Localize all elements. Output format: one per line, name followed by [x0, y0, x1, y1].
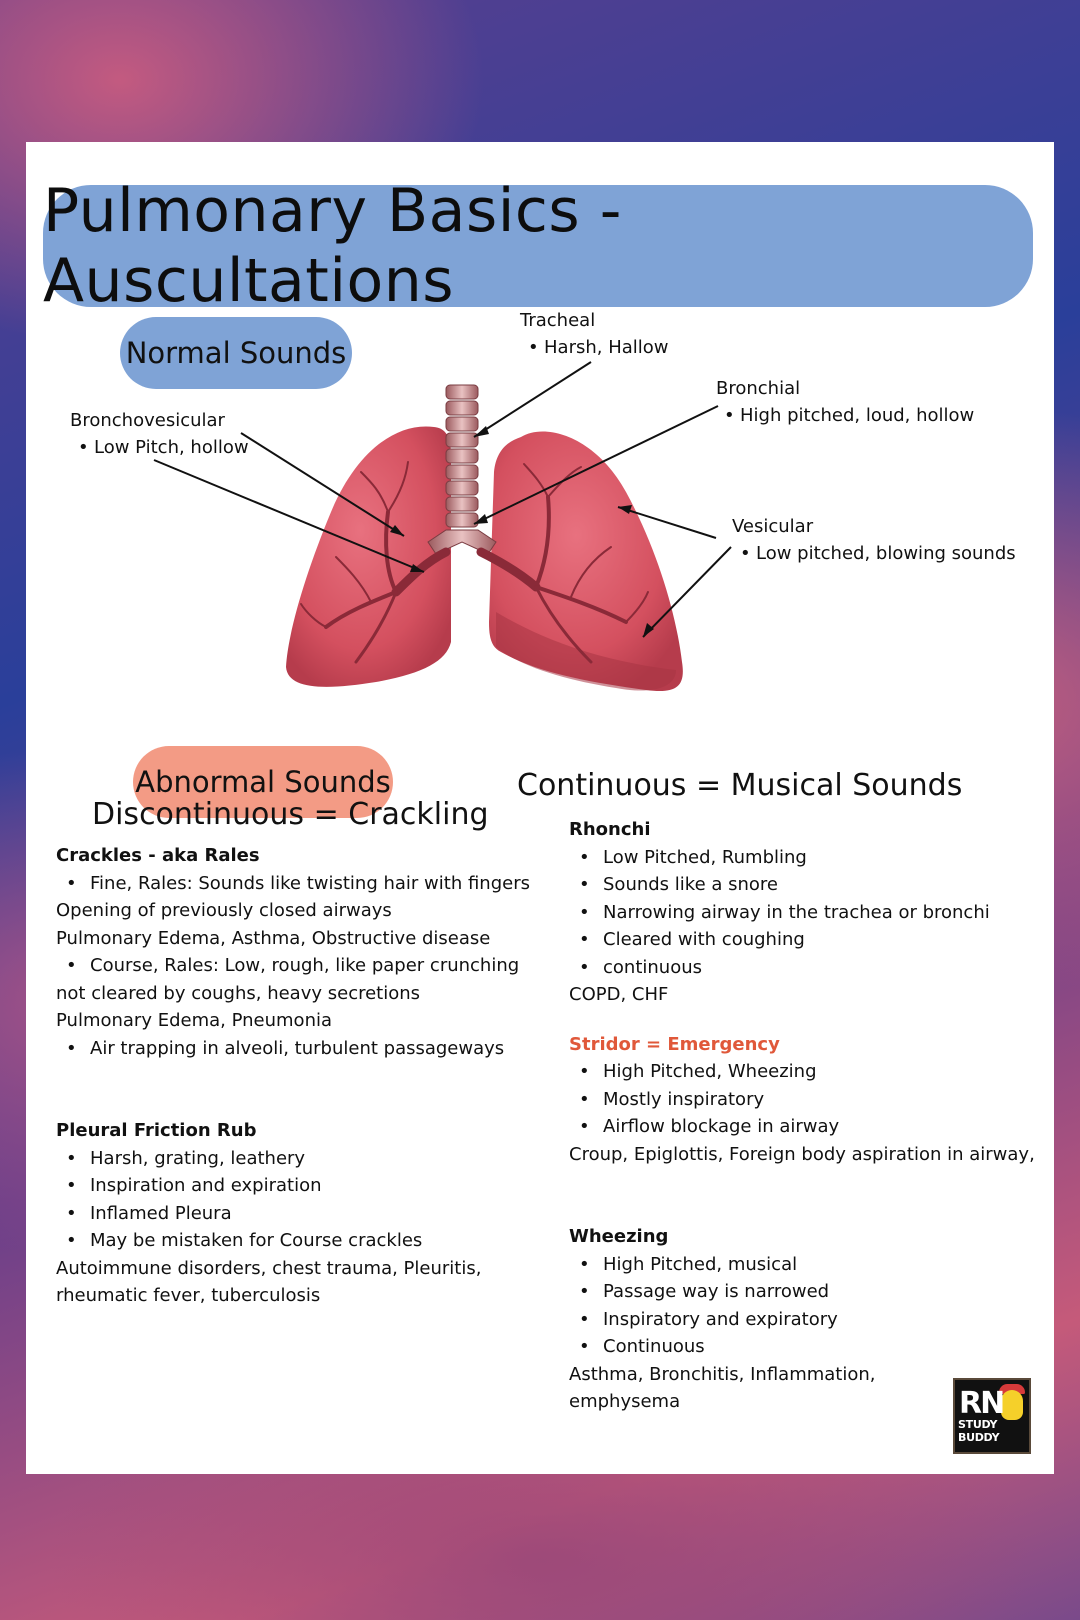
bronchovesicular-desc: • Low Pitch, hollow [78, 437, 249, 458]
list-item: • High Pitched, Wheezing [569, 1058, 1035, 1086]
text-line: Croup, Epiglottis, Foreign body aspiration in airway, [569, 1143, 1035, 1165]
list-item: • Inspiration and expiration [56, 1172, 530, 1200]
list-item: • Mostly inspiratory [569, 1086, 1035, 1114]
continuous-heading: Continuous = Musical Sounds [517, 768, 963, 803]
list-item: • Low Pitched, Rumbling [569, 844, 1035, 872]
text-line: Asthma, Bronchitis, Inflammation, [569, 1363, 876, 1385]
text-line: not cleared by coughs, heavy secretions [56, 982, 421, 1004]
list-item: • Harsh, grating, leathery [56, 1145, 530, 1173]
text-line: Pulmonary Edema, Pneumonia [56, 1010, 333, 1031]
list-item: • Cleared with coughing [569, 926, 1035, 954]
bronchovesicular-label: Bronchovesicular [70, 410, 225, 431]
left-lung [286, 426, 451, 686]
list-item: • Passage way is narrowed [569, 1278, 1035, 1306]
text-line: rheumatic fever, tuberculosis [56, 1285, 321, 1306]
list-item: • continuous [569, 954, 1035, 982]
stridor-title: Stridor = Emergency [569, 1033, 780, 1055]
list-item: • Inspiratory and expiratory [569, 1306, 1035, 1334]
list-item: • Course, Rales: Low, rough, like paper crunching [56, 952, 530, 980]
page-title: Pulmonary Basics - Auscultations [43, 176, 622, 316]
list-item: • Air trapping in alveoli, turbulent passageways [56, 1035, 530, 1063]
normal-sounds-pill: Normal Sounds [120, 317, 352, 389]
text-line: Opening of previously closed airways [56, 900, 392, 921]
list-item: • May be mistaken for Course crackles [56, 1227, 530, 1255]
text-line: Pulmonary Edema, Asthma, Obstructive disease [56, 927, 491, 949]
vesicular-label: Vesicular [732, 516, 814, 537]
rhonchi-title: Rhonchi [569, 819, 651, 840]
pleural-title: Pleural Friction Rub [56, 1120, 257, 1141]
tracheal-label: Tracheal [520, 310, 596, 331]
tracheal-desc: • Harsh, Hallow [528, 337, 669, 358]
abnormal-sounds-pill: Abnormal Sounds [133, 746, 393, 818]
text-line: COPD, CHF [569, 984, 669, 1005]
wheezing-title: Wheezing [569, 1226, 669, 1247]
list-item: • Fine, Rales: Sounds like twisting hair with fingers [56, 870, 530, 898]
rn-study-buddy-logo: RN STUDY BUDDY [953, 1378, 1031, 1454]
continuous-column [569, 816, 1035, 1416]
text-line: emphysema [569, 1391, 681, 1412]
vesicular-desc: • Low pitched, blowing sounds [740, 543, 1016, 564]
list-item: • High Pitched, musical [569, 1251, 1035, 1279]
crackles-title: Crackles - aka Rales [56, 845, 260, 866]
discontinuous-heading: Discontinuous = Crackling [92, 797, 489, 832]
discontinuous-column [56, 842, 530, 1310]
bronchial-label: Bronchial [716, 378, 801, 399]
list-item: • Narrowing airway in the trachea or bronchi [569, 899, 1035, 927]
list-item: • Airflow blockage in airway [569, 1113, 1035, 1141]
list-item: • Inflamed Pleura [56, 1200, 530, 1228]
text-line: Autoimmune disorders, chest trauma, Pleuritis, [56, 1257, 482, 1279]
list-item: • Sounds like a snore [569, 871, 1035, 899]
list-item: • Continuous [569, 1333, 1035, 1361]
bronchial-desc: • High pitched, loud, hollow [724, 405, 975, 426]
poster-card [26, 142, 1054, 1474]
mascot-icon [1001, 1390, 1023, 1420]
